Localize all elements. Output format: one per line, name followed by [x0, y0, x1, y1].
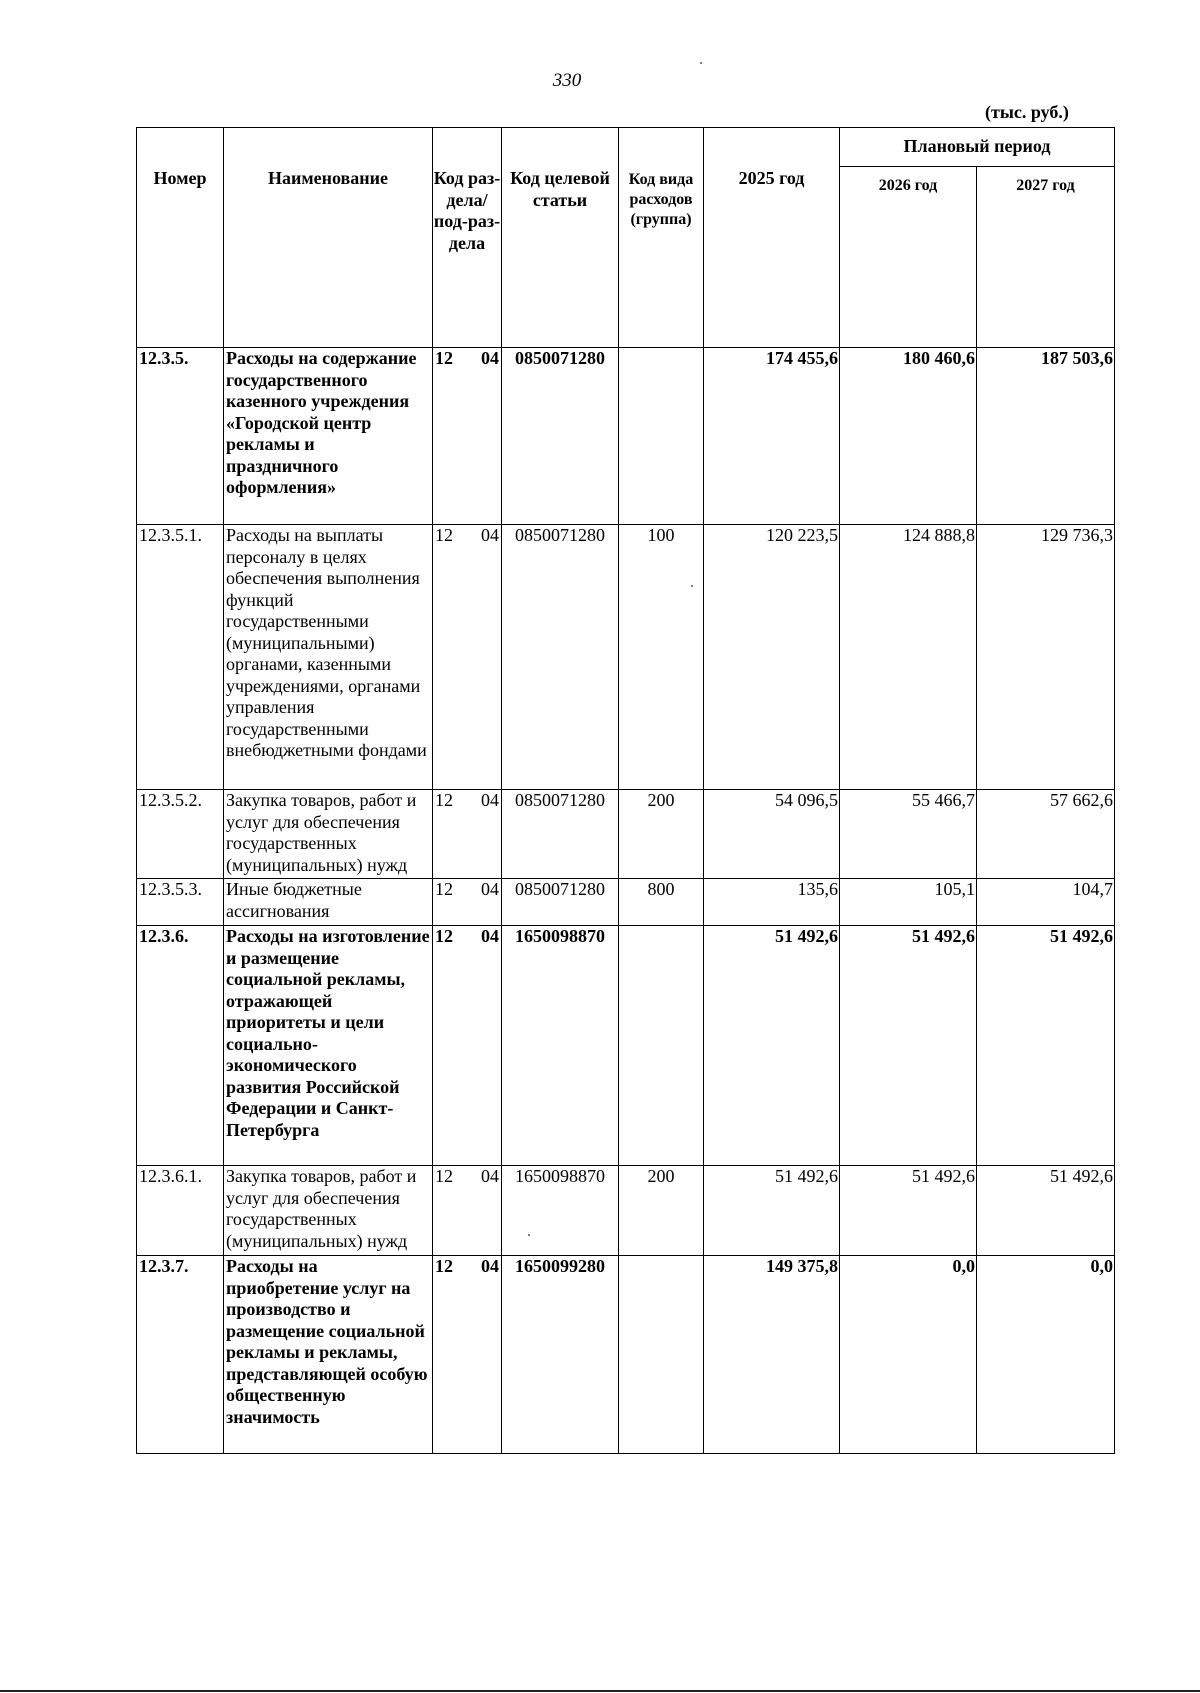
row-section	[433, 1166, 502, 1256]
subsection-value: 04	[481, 525, 499, 545]
row-amount-2027: 51 492,6	[977, 1166, 1115, 1256]
row-target-article: 1650099280	[502, 1256, 619, 1454]
header-number: Номер	[137, 128, 224, 348]
scan-speck	[528, 1234, 530, 1236]
header-year-2026: 2026 год	[840, 167, 977, 348]
section-value: 12	[435, 348, 453, 368]
page-number: 330	[552, 70, 582, 91]
row-amount-2026: 51 492,6	[840, 926, 977, 1166]
subsection-value: 04	[481, 1256, 499, 1276]
unit-label: (тыс. руб.)	[985, 102, 1069, 122]
row-section	[433, 348, 502, 525]
section-code	[435, 790, 499, 812]
budget-table	[136, 127, 1115, 1454]
subsection-value: 04	[481, 348, 499, 368]
row-amount-2027: 104,7	[977, 879, 1115, 926]
table-row	[137, 1256, 1115, 1454]
row-target-article: 1650098870	[502, 926, 619, 1166]
row-name: Расходы на изготовление и размещение социальной рекламы, отражающей приоритеты и цели социально-экономического развития Российской Федерации и Санкт-Петербурга	[224, 926, 433, 1166]
row-section	[433, 879, 502, 926]
row-name: Иные бюджетные ассигнования	[224, 879, 433, 926]
row-section	[433, 1256, 502, 1454]
header-target-article: Код целевой статьи	[502, 128, 619, 348]
row-number: 12.3.6.	[137, 926, 224, 1166]
row-name: Закупка товаров, работ и услуг для обеспечения государственных (муниципальных) нужд	[224, 790, 433, 879]
row-number: 12.3.5.2.	[137, 790, 224, 879]
header-expense-type: Код вида расходов (группа)	[619, 128, 704, 348]
table-row	[137, 1166, 1115, 1256]
row-amount-2027: 57 662,6	[977, 790, 1115, 879]
section-code	[435, 879, 499, 901]
row-expense-type	[619, 926, 704, 1166]
header-planned-period: Плановый период	[840, 128, 1115, 167]
scan-speck	[691, 585, 693, 587]
section-value: 12	[435, 1166, 453, 1186]
row-amount-2025: 149 375,8	[704, 1256, 840, 1454]
row-expense-type: 100	[619, 525, 704, 790]
row-name: Расходы на выплаты персоналу в целях обеспечения выполнения функций государственными (муниципальными) органами, казенными учреждениями, органами управления государственными внебюджетными фондами	[224, 525, 433, 790]
row-expense-type: 200	[619, 1166, 704, 1256]
subsection-value: 04	[481, 879, 499, 899]
row-amount-2027: 187 503,6	[977, 348, 1115, 525]
bottom-edge-line	[0, 1690, 1200, 1692]
section-value: 12	[435, 926, 453, 946]
table-row	[137, 348, 1115, 525]
section-code	[435, 926, 499, 948]
row-amount-2026: 180 460,6	[840, 348, 977, 525]
row-amount-2025: 120 223,5	[704, 525, 840, 790]
row-name: Расходы на приобретение услуг на производство и размещение социальной рекламы и рекламы, представляющей особую общественную значимость	[224, 1256, 433, 1454]
row-target-article: 0850071280	[502, 348, 619, 525]
row-amount-2025: 135,6	[704, 879, 840, 926]
row-amount-2027: 129 736,3	[977, 525, 1115, 790]
header-year-2027: 2027 год	[977, 167, 1115, 348]
section-value: 12	[435, 790, 453, 810]
header-year-2025: 2025 год	[704, 128, 840, 348]
scan-speck	[700, 62, 702, 64]
subsection-value: 04	[481, 790, 499, 810]
section-value: 12	[435, 879, 453, 899]
header-name: Наименование	[224, 128, 433, 348]
header-section: Код раз-дела/ под-раз-дела	[433, 128, 502, 348]
table-body	[137, 348, 1115, 1454]
table-header-row	[137, 128, 1115, 167]
row-target-article: 0850071280	[502, 879, 619, 926]
row-amount-2026: 55 466,7	[840, 790, 977, 879]
subsection-value: 04	[481, 1166, 499, 1186]
table-row	[137, 525, 1115, 790]
section-code	[435, 348, 499, 370]
section-value: 12	[435, 1256, 453, 1276]
row-amount-2026: 51 492,6	[840, 1166, 977, 1256]
row-number: 12.3.5.1.	[137, 525, 224, 790]
row-amount-2025: 51 492,6	[704, 1166, 840, 1256]
section-code	[435, 1256, 499, 1278]
row-target-article: 0850071280	[502, 525, 619, 790]
table-row	[137, 926, 1115, 1166]
row-section	[433, 926, 502, 1166]
row-target-article: 1650098870	[502, 1166, 619, 1256]
row-expense-type	[619, 1256, 704, 1454]
row-amount-2026: 124 888,8	[840, 525, 977, 790]
row-amount-2027: 51 492,6	[977, 926, 1115, 1166]
row-target-article: 0850071280	[502, 790, 619, 879]
row-amount-2027: 0,0	[977, 1256, 1115, 1454]
row-number: 12.3.5.	[137, 348, 224, 525]
table-row	[137, 879, 1115, 926]
row-number: 12.3.6.1.	[137, 1166, 224, 1256]
row-expense-type: 800	[619, 879, 704, 926]
row-amount-2026: 105,1	[840, 879, 977, 926]
row-amount-2025: 54 096,5	[704, 790, 840, 879]
row-section	[433, 790, 502, 879]
row-expense-type: 200	[619, 790, 704, 879]
row-expense-type	[619, 348, 704, 525]
row-number: 12.3.7.	[137, 1256, 224, 1454]
table-row	[137, 790, 1115, 879]
row-amount-2025: 51 492,6	[704, 926, 840, 1166]
row-amount-2025: 174 455,6	[704, 348, 840, 525]
section-value: 12	[435, 525, 453, 545]
section-code	[435, 1166, 499, 1188]
row-name: Закупка товаров, работ и услуг для обеспечения государственных (муниципальных) нужд	[224, 1166, 433, 1256]
row-amount-2026: 0,0	[840, 1256, 977, 1454]
row-number: 12.3.5.3.	[137, 879, 224, 926]
row-name: Расходы на содержание государственного казенного учреждения «Городской центр рекламы и праздничного оформления»	[224, 348, 433, 525]
subsection-value: 04	[481, 926, 499, 946]
section-code	[435, 525, 499, 547]
row-section	[433, 525, 502, 790]
